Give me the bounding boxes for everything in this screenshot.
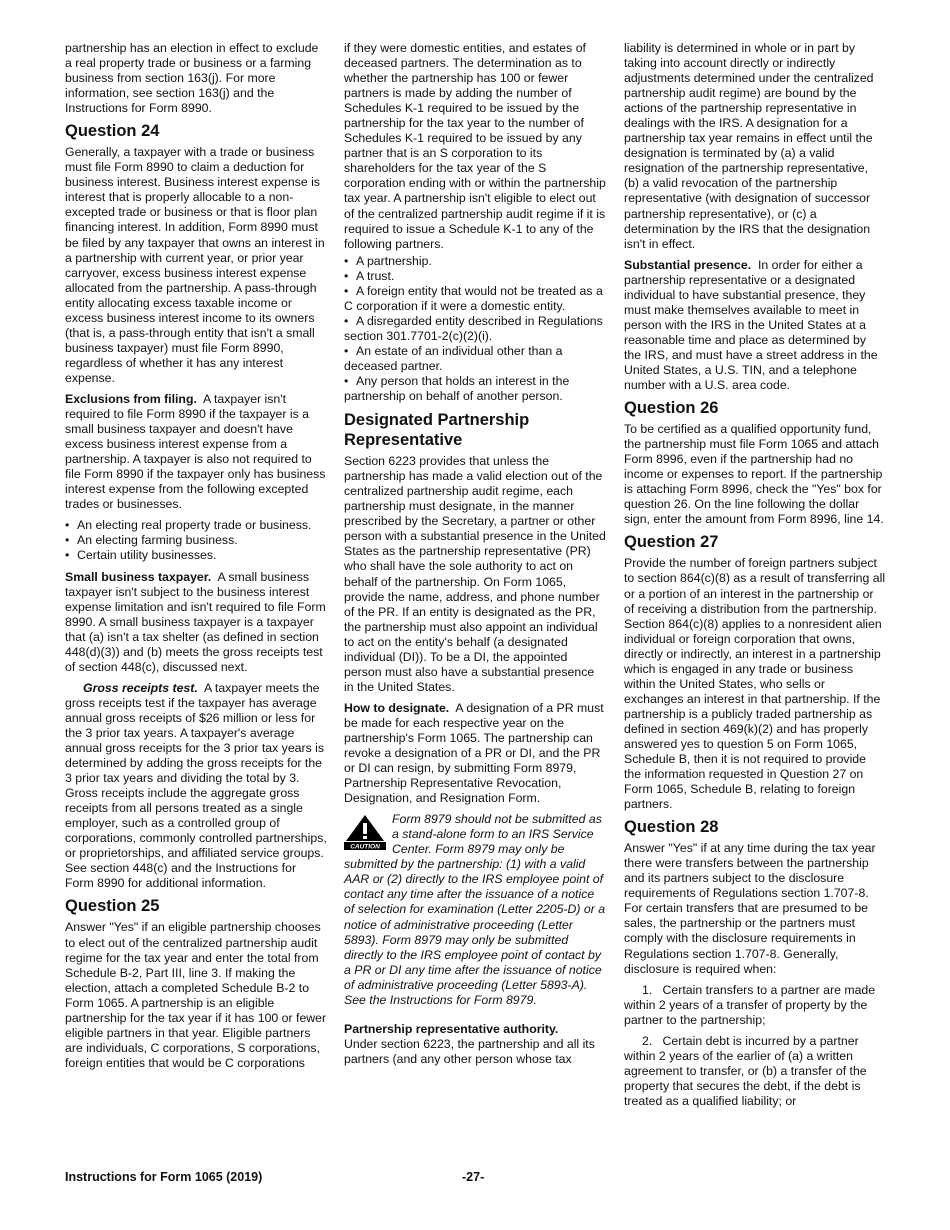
paragraph: Answer "Yes" if at any time during the tax year there were transfers between the partnership and its partners subject to the disclosure requirements of Regulations section 1.707-8. For certain transfers that are presumed to be sales, the partnership or the partners must comply with the disclosure requirements in Regulations section 1.707-8. Generally, disclosure is required when: — [624, 841, 876, 976]
run-in-heading: Substantial presence. — [624, 257, 752, 272]
list-item: • An estate of an individual other than a deceased partner. — [344, 343, 563, 373]
paragraph-text: A taxpayer meets the gross receipts test if the taxpayer has average annual gross receipts of $26 million or less for the 3 prior tax years. A taxpayer's average annual gross receipts for the 3 prior tax years is determined by adding the gross receipts for the 3 prior tax years and dividing the total by 3. Gross receipts include the aggregate gross receipts from all persons treated as a single employer, such as a controlled group of corporations, commonly controlled partnerships, or proprietorships, and affiliated service groups. See section 448(c) and the Instructions for Form 8990 for additional information. — [65, 680, 327, 891]
numbered-item — [624, 983, 886, 1028]
item-text: Certain debt is incurred by a partner within 2 years of the earlier of (a) a written agreement to transfer, or (b) a transfer of the property that secures the debt, if the debt is treated as a qualified liability; or — [624, 1033, 867, 1108]
caution-icon — [344, 814, 386, 850]
footer-title: Instructions for Form 1065 (2019) — [65, 1170, 263, 1184]
paragraph-text: A taxpayer isn't required to file Form 8990 if the taxpayer is a small business taxpayer and doesn't have excess business interest expense from a partnership. A taxpayer is also not required to file Form 8990 if the taxpayer only has business interest expense from the following excepted trades or businesses. — [65, 391, 326, 512]
list-item-text: A foreign entity that would not be treated as a C corporation if it were a domestic entity. — [344, 283, 603, 313]
paragraph: liability is determined in whole or in part by taking into account directly or indirectly adjustments determined under the centralized partnership audit regime) are bound by the actions of the partnership representative in dealings with the IRS. A designation for a partnership tax year remains in effect until the designation is terminated by (a) a valid resignation of the partnership representative, (b) a valid revocation of the partnership representative (with designation of successor partnership representative), or (c) a determination by the IRS that the designation isn't in effect. — [624, 41, 874, 251]
list-item: • An electing farming business. — [65, 533, 238, 548]
list-item-text: An electing farming business. — [77, 533, 238, 548]
list-item-text: Any person that holds an interest in the partnership on behalf of another person. — [344, 374, 570, 404]
question-28-heading: Question 28 — [624, 818, 719, 837]
exclusions-paragraph — [65, 392, 327, 512]
paragraph: To be certified as a qualified opportunity fund, the partnership must file Form 1065 and attach Form 8996, even if the partnership had no income or expenses to report. If the partnership is attaching Form 8996, check the "Yes" box for question 26. On the line following the dollar sign, enter the amount from Form 8996, line 14. — [624, 422, 884, 527]
list-item-text: An electing real property trade or business. — [77, 518, 312, 533]
run-in-heading: How to designate. — [344, 700, 450, 715]
paragraph: Generally, a taxpayer with a trade or business must file Form 8990 to claim a deduction for business interest. Business interest expense is interest that is properly allocable to a non-excepted trade or business or that is floor plan financing interest. In addition, Form 8990 must be filed by any taxpayer that owns an interest in a partnership with current year, or prior year carryover, excess business interest expense allocated from the partnership. A pass-through entity allocating excess taxable income or excess business interest income to its owners (that is, a pass-through entity that isn't a small business taxpayer) must file Form 8990, regardless of whether it has any interest expense. — [65, 145, 325, 385]
page-number: -27- — [462, 1170, 485, 1184]
list-item: • A disregarded entity described in Regulations section 301.7701-2(c)(2)(i). — [344, 313, 603, 343]
small-business-paragraph — [65, 570, 327, 675]
list-item: • A partnership. — [344, 253, 432, 268]
list-item-text: A disregarded entity described in Regulations section 301.7701-2(c)(2)(i). — [344, 313, 603, 343]
list-item-text: Certain utility businesses. — [77, 548, 217, 563]
item-number: 2. — [642, 1033, 653, 1048]
authority-paragraph — [344, 1022, 606, 1067]
list-item: • A foreign entity that would not be treated as a C corporation if it were a domestic entity. — [344, 283, 603, 313]
how-to-designate-paragraph — [344, 701, 606, 806]
paragraph-text: A small business taxpayer isn't subject to the business interest expense limitation and isn't required to file Form 8990. A small business taxpayer is a taxpayer that (a) isn't a tax shelter (as defined in section 448(d)(3)) and (b) meets the gross receipts test of section 448(c), discussed next. — [65, 569, 326, 674]
bullet-list — [344, 254, 606, 404]
caution-note — [344, 812, 606, 1008]
paragraph-text: Under section 6223, the partnership and all its partners (and any other person whose tax — [344, 1036, 595, 1066]
bullet-list — [65, 518, 327, 563]
question-26-heading: Question 26 — [624, 399, 719, 418]
question-25-heading: Question 25 — [65, 897, 160, 916]
list-item-text: A partnership. — [356, 253, 432, 268]
caution-text: Form 8979 should not be submitted as a stand-alone form to an IRS Service Center. Form 8979 may only be submitted by the partnership: (1) with a valid AAR or (2) directly to the IRS employee point of contact any time after the issuance of a notice of selection for examination (Letter 2205-D) or a notice of administrative proceeding (Letter 5893). Form 8979 may only be submitted directly to the IRS employee point of contact by a PR or DI any time after the issuance of notice of administrative proceeding (Letter 5893-A). See the Instructions for Form 8979. — [344, 812, 606, 1007]
list-item: • Certain utility businesses. — [65, 548, 217, 563]
paragraph-text: A designation of a PR must be made for each respective year on the partnership's Form 1065. The partnership can revoke a designation of a PR or DI, and the PR or DI can resign, by submitting Form 8979, Partnership Representative Revocation, Designation, and Resignation Form. — [344, 700, 604, 806]
list-item: • An electing real property trade or business. — [65, 518, 312, 533]
list-item-text: An estate of an individual other than a deceased partner. — [344, 343, 563, 373]
paragraph-text: In order for either a partnership representative or a designated individual to have substantial presence, they must make themselves available to meet in person with the IRS in the United States at a reasonable time and place as determined by the IRS, and must have a street address in the United States, a U.S. TIN, and a telephone number with a U.S. area code. — [624, 257, 878, 393]
paragraph: Section 6223 provides that unless the partnership has made a valid election out of the centralized partnership audit regime, each partnership must designate, in the manner prescribed by the Secretary, a partner or other person with a substantial presence in the United States as the partnership representative (PR) who shall have the sole authority to act on behalf of the partnership. On Form 1065, provide the name, address, and phone number of the PR. If an entity is designated as the PR, the partnership must also appoint an individual to act on the entity's behalf (a designated individual (DI)). To be a DI, the appointed person must also have a substantial presence in the United States. — [344, 454, 606, 694]
list-item-text: A trust. — [356, 268, 395, 283]
run-in-heading: Small business taxpayer. — [65, 569, 212, 584]
caution-label: CAUTION — [350, 843, 380, 851]
column-3 — [624, 41, 886, 1115]
paragraph: if they were domestic entities, and estates of deceased partners. The determination as to whether the partnership has 100 or fewer partners is made by adding the number of Schedules K-1 required to be issued by the partnership for the tax year to the number of Schedules K-1 required to be issued by any partner that is an S corporation to its shareholders for the tax year of the S corporation ending with or within the partnership tax year. A partnership isn't eligible to elect out of the centralized partnership audit regime if it is required to issue a Schedule K-1 to any of the following partners. — [344, 41, 606, 251]
item-number: 1. — [642, 982, 653, 997]
substantial-presence-paragraph — [624, 258, 886, 393]
paragraph: Answer "Yes" if an eligible partnership chooses to elect out of the centralized partnership audit regime for the tax year and enter the total from Schedule B-2, Part III, line 3. If making the election, attach a completed Schedule B-2 to Form 1065. A partnership is an eligible partnership for the tax year if it has 100 or fewer eligible partners in that year. Eligible partners are individuals, C corporations, S corporations, foreign entities that would be C corporations — [65, 920, 327, 1070]
gross-receipts-paragraph — [65, 681, 327, 892]
paragraph: partnership has an election in effect to exclude a real property trade or business or a farming business from section 163(j). For more information, see section 163(j) and the Instructions for Form 8990. — [65, 41, 319, 116]
list-item: • A trust. — [344, 268, 395, 283]
question-24-heading: Question 24 — [65, 122, 160, 141]
column-1 — [65, 41, 327, 1077]
run-in-heading: Exclusions from filing. — [65, 391, 197, 406]
run-in-heading: Gross receipts test. — [83, 680, 198, 695]
numbered-item — [624, 1034, 886, 1109]
list-item: • Any person that holds an interest in the partnership on behalf of another person. — [344, 374, 570, 404]
run-in-heading: Partnership representative authority. — [344, 1021, 559, 1036]
question-27-heading: Question 27 — [624, 533, 719, 552]
paragraph: Provide the number of foreign partners subject to section 864(c)(8) as a result of transferring all or a portion of an interest in the partnership or of receiving a distribution from the partnership. Section 864(c)(8) applies to a nonresident alien individual or foreign corporation that owns, directly or indirectly, an interest in a partnership which is engaged in any trade or business within the United States, who sells or exchanges an interest in that partnership. If the partnership is a publicly traded partnership as defined in section 469(k)(2) and has properly answered yes to question 5 on Form 1065, Schedule B, then it is not required to provide the information requested in Question 27 on Form 1065, Schedule B, relating to foreign partners. — [624, 556, 886, 812]
item-text: Certain transfers to a partner are made within 2 years of a transfer of property by the partner to the partnership; — [624, 982, 876, 1027]
column-2 — [344, 41, 606, 1073]
designated-representative-heading: Designated Partnership Representative — [344, 411, 530, 450]
